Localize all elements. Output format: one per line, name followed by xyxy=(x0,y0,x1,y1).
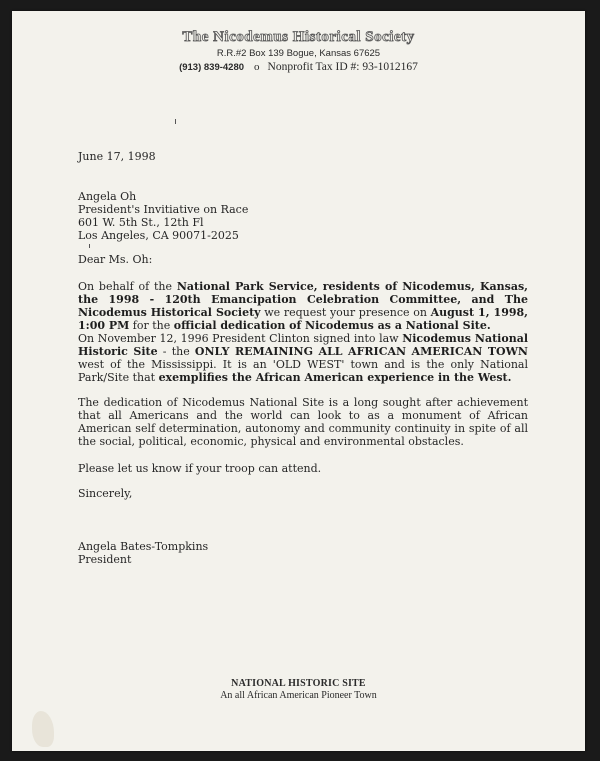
salutation: Dear Ms. Oh: xyxy=(78,253,153,266)
letterhead-phone: (913) 839-4280 xyxy=(179,62,245,73)
recipient-city: Los Angeles, CA 90071-2025 xyxy=(78,229,239,242)
letterhead-separator: o xyxy=(254,61,260,73)
recipient-name: Angela Oh xyxy=(78,190,137,203)
closing: Sincerely, xyxy=(78,487,133,500)
footer-title: NATIONAL HISTORIC SITE xyxy=(231,678,366,689)
recipient-street: 601 W. 5th St., 12th Fl xyxy=(78,216,204,229)
paragraph-dedication: The dedication of Nicodemus National Site is a long sought after achievement that all Americans and the world can look to as a monument of African American self determination, autonomy and community continuity in spite of all the social, political, economic, physical and environmental obstacles. xyxy=(78,396,528,448)
letterhead-organization: The Nicodemus Historical Society xyxy=(182,29,415,45)
recipient-address xyxy=(78,190,528,242)
letter-date: June 17, 1998 xyxy=(78,150,156,163)
letter-page xyxy=(12,11,585,751)
signer-name: Angela Bates-Tompkins xyxy=(78,540,209,553)
footer-subtitle: An all African American Pioneer Town xyxy=(220,690,377,701)
recipient-title: President's Invitiative on Race xyxy=(78,203,249,216)
stray-mark xyxy=(89,244,90,248)
signature-block xyxy=(78,540,528,566)
letterhead-address: R.R.#2 Box 139 Bogue, Kansas 67625 xyxy=(216,48,381,59)
signer-title: President xyxy=(78,553,132,566)
torn-corner xyxy=(32,711,54,747)
stray-mark xyxy=(175,119,176,124)
letterhead-contact-line xyxy=(12,61,585,73)
letterhead-tax-id: Nonprofit Tax ID #: 93-1012167 xyxy=(267,61,418,73)
paragraph-invitation: On behalf of the National Park Service, residents of Nicodemus, Kansas, the 1998 - 120th Emancipation Celebration Committee, and The Nicodemus Historical Society we request your presence on August 1, 1998, 1:00 PM for the official dedication of Nicodemus as a National Site. On November 12, 1996 President Clinton signed into law Nicodemus National Historic Site - the ONLY REMAINING ALL AFRICAN AMERICAN TOWN west of the Mississippi. It is an 'OLD WEST' town and is the only National Park/Site that exemplifies the African American experience in the West. xyxy=(78,280,529,384)
paragraph-request: Please let us know if your troop can attend. xyxy=(78,462,322,475)
